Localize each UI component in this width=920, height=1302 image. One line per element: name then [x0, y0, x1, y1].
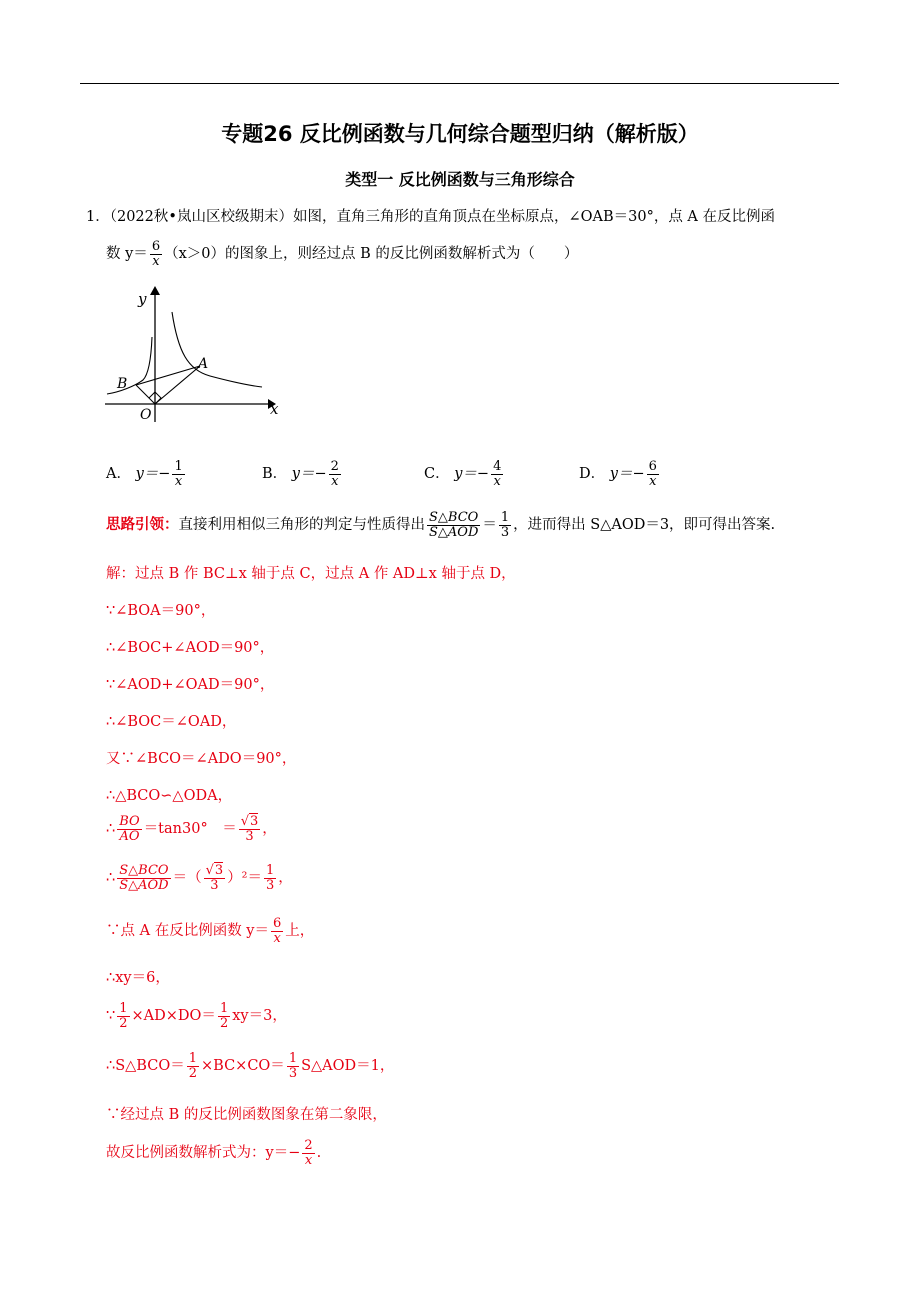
fraction-denominator: 2 [119, 1015, 128, 1031]
punctuation: ， [278, 870, 293, 887]
hyperbola-second-quadrant [107, 337, 152, 394]
label-x: x [270, 400, 279, 418]
fraction-numerator: S△BCO [429, 510, 479, 525]
solution-line-13 [106, 1052, 394, 1080]
text-suffix: 上， [285, 923, 315, 940]
hint-label: 思路引领： [106, 517, 179, 534]
hint-equals: ＝ [482, 517, 497, 534]
fraction-numerator: 1 [174, 459, 183, 474]
text-suffix: . [316, 1145, 322, 1162]
fraction-denominator: x [152, 253, 160, 269]
text-prefix: ∴S△BCO＝ [106, 1058, 185, 1075]
choice-fraction [647, 460, 659, 488]
value-fraction [264, 864, 276, 892]
choice-a [106, 460, 187, 488]
solution-line-15 [106, 1139, 321, 1167]
solution-line-8 [106, 815, 277, 843]
function-fraction [271, 917, 283, 945]
fraction-denominator: S△AOD [429, 524, 479, 540]
fraction-numerator: 2 [330, 459, 339, 474]
question-line-2 [106, 240, 578, 268]
fraction-numerator: BO [119, 814, 140, 829]
text-prefix: 故反比例函数解析式为：y＝− [106, 1145, 301, 1162]
third-fraction [287, 1052, 299, 1080]
choice-lhs: y＝− [291, 466, 327, 483]
area-ratio-fraction [117, 864, 170, 892]
hint-text-1: 直接利用相似三角形的判定与性质得出 [178, 517, 425, 534]
solution-line-3: ∴∠BOC+∠AOD＝90°， [106, 640, 275, 656]
label-O: O [140, 407, 152, 423]
question-text-2-prefix: 数 y＝ [106, 246, 148, 263]
y-axis-arrow [150, 286, 160, 295]
half-fraction [218, 1002, 230, 1030]
fraction-numerator: 1 [219, 1001, 229, 1016]
sqrt-radicand: 3 [214, 863, 224, 878]
solution-line-7: ∴△BCO∽△ODA， [106, 788, 233, 804]
choice-letter: D． [579, 466, 606, 483]
fraction-numerator: 4 [493, 459, 502, 474]
fraction-denominator: 3 [245, 828, 254, 844]
question-line-1 [86, 205, 775, 226]
choice-lhs: y＝− [135, 466, 171, 483]
therefore-symbol: ∴ [106, 821, 116, 838]
label-B: B [117, 376, 128, 392]
fraction-numerator: 1 [266, 863, 275, 878]
fraction-denominator: x [174, 473, 183, 489]
equals-paren: ＝（ [172, 870, 202, 887]
choice-fraction [172, 460, 184, 488]
hint-value-fraction [499, 511, 511, 539]
power-text: ）²＝ [227, 870, 263, 887]
ratio-fraction [117, 815, 141, 843]
fraction-denominator: 2 [219, 1015, 229, 1031]
solution-line-9 [106, 864, 293, 892]
product-text: ×BC×CO＝ [201, 1058, 285, 1075]
segment-OA [155, 366, 200, 404]
fraction-denominator: x [304, 1152, 313, 1168]
label-A: A [198, 356, 209, 372]
fraction-denominator: AO [119, 828, 140, 844]
question-source: （2022秋•岚山区校级期末） [109, 209, 293, 225]
solution-line-11: ∴xy＝6， [106, 970, 170, 986]
fraction-denominator: x [331, 473, 339, 489]
punctuation: ， [262, 821, 277, 838]
therefore-symbol: ∴ [106, 870, 116, 887]
question-text-2-suffix: （x＞0）的图象上，则经过点 B 的反比例函数解析式为（ ） [164, 246, 579, 263]
choice-fraction [491, 460, 503, 488]
fraction-denominator: x [273, 930, 281, 946]
fraction-numerator: 2 [304, 1138, 313, 1153]
fraction-numerator: √3 [205, 863, 224, 878]
hint-area-fraction [427, 511, 480, 539]
fraction-numerator: 1 [188, 1051, 197, 1066]
solution-line-14: ∵经过点 B 的反比例函数图象在第二象限， [106, 1107, 387, 1123]
choice-lhs: y＝− [454, 466, 490, 483]
sqrt-radicand: 3 [250, 814, 259, 829]
choice-c [424, 460, 505, 488]
choice-letter: A． [106, 466, 131, 483]
answer-fraction [302, 1139, 314, 1167]
choice-lhs: y＝− [609, 466, 645, 483]
choice-letter: C． [424, 466, 450, 483]
solution-line-2: ∵∠BOA＝90°， [106, 603, 216, 619]
choice-fraction [329, 460, 341, 488]
because-symbol: ∵ [106, 1008, 116, 1025]
question-number: 1． [86, 209, 110, 225]
fraction-denominator: x [493, 473, 501, 489]
fraction-denominator: 2 [188, 1065, 197, 1081]
tan-text: ＝tan30° ＝ [143, 821, 237, 838]
fraction-numerator: 6 [648, 459, 657, 474]
fraction-denominator: S△AOD [119, 877, 169, 893]
sqrt-fraction [239, 815, 261, 843]
solution-line-5: ∴∠BOC＝∠OAD， [106, 714, 237, 730]
page-title: 专题26 反比例函数与几何综合题型归纳（解析版） [221, 122, 699, 146]
half-fraction [117, 1002, 129, 1030]
text-prefix: ∵点 A 在反比例函数 y＝ [106, 923, 269, 940]
text-suffix: xy＝3， [232, 1008, 287, 1025]
fraction-numerator: S△BCO [119, 863, 169, 878]
section-title: 类型一 反比例函数与三角形综合 [345, 170, 575, 189]
label-y: y [138, 290, 147, 308]
solution-line-4: ∵∠AOD+∠OAD＝90°， [106, 677, 275, 693]
fraction-denominator: 3 [500, 524, 510, 540]
fraction-denominator: 3 [288, 1065, 298, 1081]
top-rule [80, 83, 839, 84]
choice-d [579, 460, 661, 488]
hint-line [106, 511, 775, 539]
fraction-denominator: x [649, 473, 657, 489]
solution-line-10 [106, 917, 314, 945]
sqrt-fraction [204, 864, 226, 892]
fraction-numerator: 1 [119, 1001, 128, 1016]
solution-line-12 [106, 1002, 287, 1030]
choice-b [262, 460, 343, 488]
hyperbola-first-quadrant [172, 312, 262, 387]
fraction-numerator: 6 [151, 239, 161, 254]
solution-line-1: 解：过点 B 作 BC⊥x 轴于点 C，过点 A 作 AD⊥x 轴于点 D， [106, 566, 516, 582]
product-text: ×AD×DO＝ [131, 1008, 216, 1025]
fraction-numerator: 1 [500, 510, 510, 525]
choice-letter: B． [262, 466, 288, 483]
text-suffix: S△AOD＝1， [301, 1058, 395, 1075]
fraction-denominator: 3 [210, 877, 219, 893]
question-text-1: 如图，直角三角形的直角顶点在坐标原点，∠OAB＝30°，点 A 在反比例函 [292, 209, 776, 225]
coordinate-figure [100, 282, 290, 427]
fraction-numerator: 1 [288, 1051, 298, 1066]
hint-text-2: ，进而得出 S△AOD＝3，即可得出答案. [513, 517, 776, 534]
question-function-fraction [150, 240, 162, 268]
half-fraction [187, 1052, 199, 1080]
solution-line-6: 又∵∠BCO＝∠ADO＝90°， [106, 751, 297, 767]
fraction-numerator: 6 [273, 916, 282, 931]
fraction-numerator: √3 [240, 814, 259, 829]
fraction-denominator: 3 [266, 877, 275, 893]
